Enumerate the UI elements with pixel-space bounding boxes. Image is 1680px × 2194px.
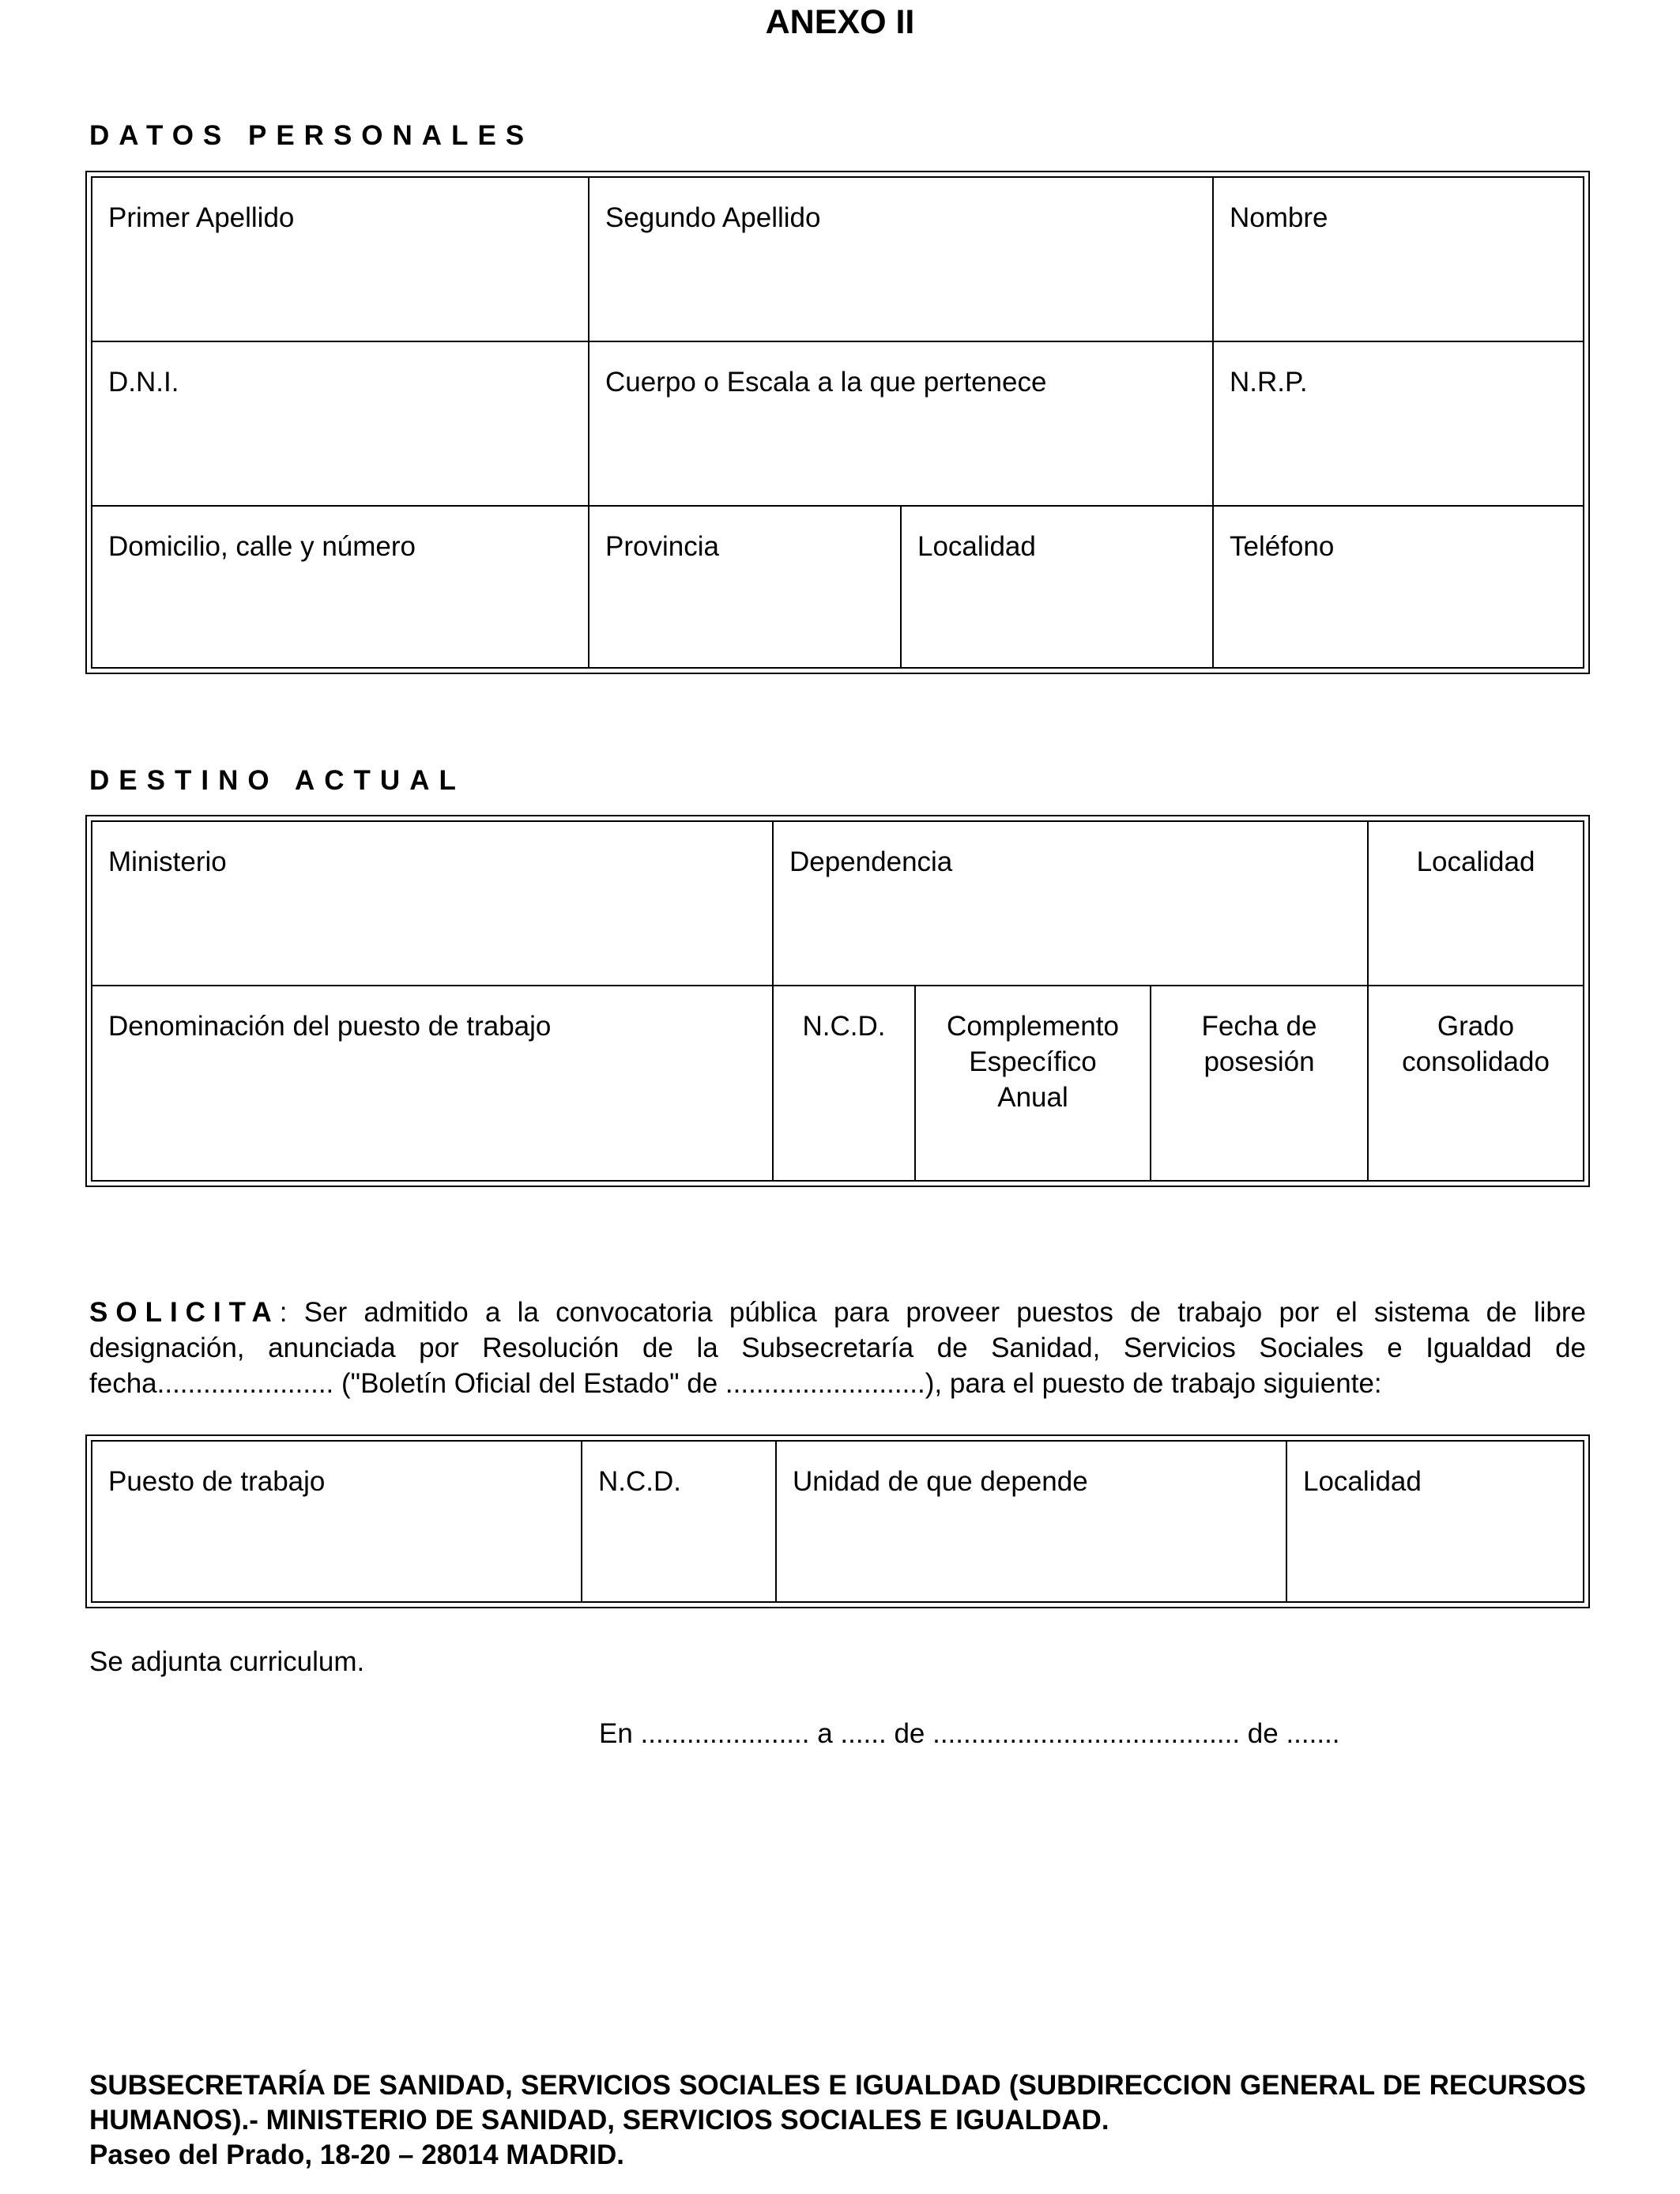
field-grado-consolidado[interactable]: Grado consolidado	[1368, 986, 1584, 1181]
curriculum-note: Se adjunta curriculum.	[89, 1646, 365, 1677]
section-heading-datos-personales: DATOS PERSONALES	[89, 120, 534, 151]
footer-institution: SUBSECRETARÍA DE SANIDAD, SERVICIOS SOCIALES E IGUALDAD (SUBDIRECCION GENERAL DE RECURSOS HUMANOS).- MINISTERIO DE SANIDAD, SERVICIOS SOCIALES E IGUALDAD.	[89, 2070, 1586, 2136]
field-cuerpo-escala[interactable]: Cuerpo o Escala a la que pertenece	[589, 341, 1213, 506]
field-segundo-apellido[interactable]: Segundo Apellido	[589, 177, 1213, 341]
date-place-line[interactable]: En ...................... a ...... de ........................................ de .......	[599, 1718, 1340, 1749]
field-complemento-especifico[interactable]: Complemento Específico Anual	[915, 986, 1151, 1181]
footer-street: Paseo del Prado, 18-20 – 28014 MADRID.	[89, 2139, 624, 2170]
field-localidad-puesto[interactable]: Localidad	[1286, 1441, 1584, 1602]
destino-actual-table	[85, 815, 1590, 1187]
section-heading-destino-actual: DESTINO ACTUAL	[89, 765, 465, 796]
field-nombre[interactable]: Nombre	[1213, 177, 1584, 341]
field-domicilio[interactable]: Domicilio, calle y número	[92, 506, 589, 668]
field-dependencia[interactable]: Dependencia	[773, 821, 1368, 986]
field-fecha-posesion[interactable]: Fecha de posesión	[1151, 986, 1368, 1181]
field-unidad-depende[interactable]: Unidad de que depende	[776, 1441, 1286, 1602]
field-primer-apellido[interactable]: Primer Apellido	[92, 177, 589, 341]
field-provincia[interactable]: Provincia	[589, 506, 901, 668]
field-dni[interactable]: D.N.I.	[92, 341, 589, 506]
solicita-paragraph	[89, 1295, 1586, 1401]
field-ministerio[interactable]: Ministerio	[92, 821, 773, 986]
page-title: ANEXO II	[765, 3, 915, 41]
field-denominacion-puesto[interactable]: Denominación del puesto de trabajo	[92, 986, 773, 1181]
field-ncd-puesto[interactable]: N.C.D.	[582, 1441, 776, 1602]
datos-personales-table	[85, 171, 1590, 674]
field-localidad[interactable]: Localidad	[901, 506, 1213, 668]
footer-address	[89, 2068, 1586, 2173]
field-puesto-trabajo[interactable]: Puesto de trabajo	[92, 1441, 582, 1602]
puesto-solicitado-table	[85, 1434, 1590, 1608]
solicita-text: : Ser admitido a la convocatoria pública para proveer puestos de trabajo por el sistema de libre designación, anunciada por Resolución de la Subsecretaría de Sanidad, Servicios Sociales e Igualdad de fecha....................... ("Boletín Oficial del Estado" de ..........................), para el puesto de trabajo siguiente:	[89, 1297, 1586, 1399]
field-nrp[interactable]: N.R.P.	[1213, 341, 1584, 506]
field-telefono[interactable]: Teléfono	[1213, 506, 1584, 668]
solicita-label: SOLICITA	[89, 1297, 280, 1328]
field-localidad-destino[interactable]: Localidad	[1368, 821, 1584, 986]
field-ncd-destino[interactable]: N.C.D.	[773, 986, 915, 1181]
